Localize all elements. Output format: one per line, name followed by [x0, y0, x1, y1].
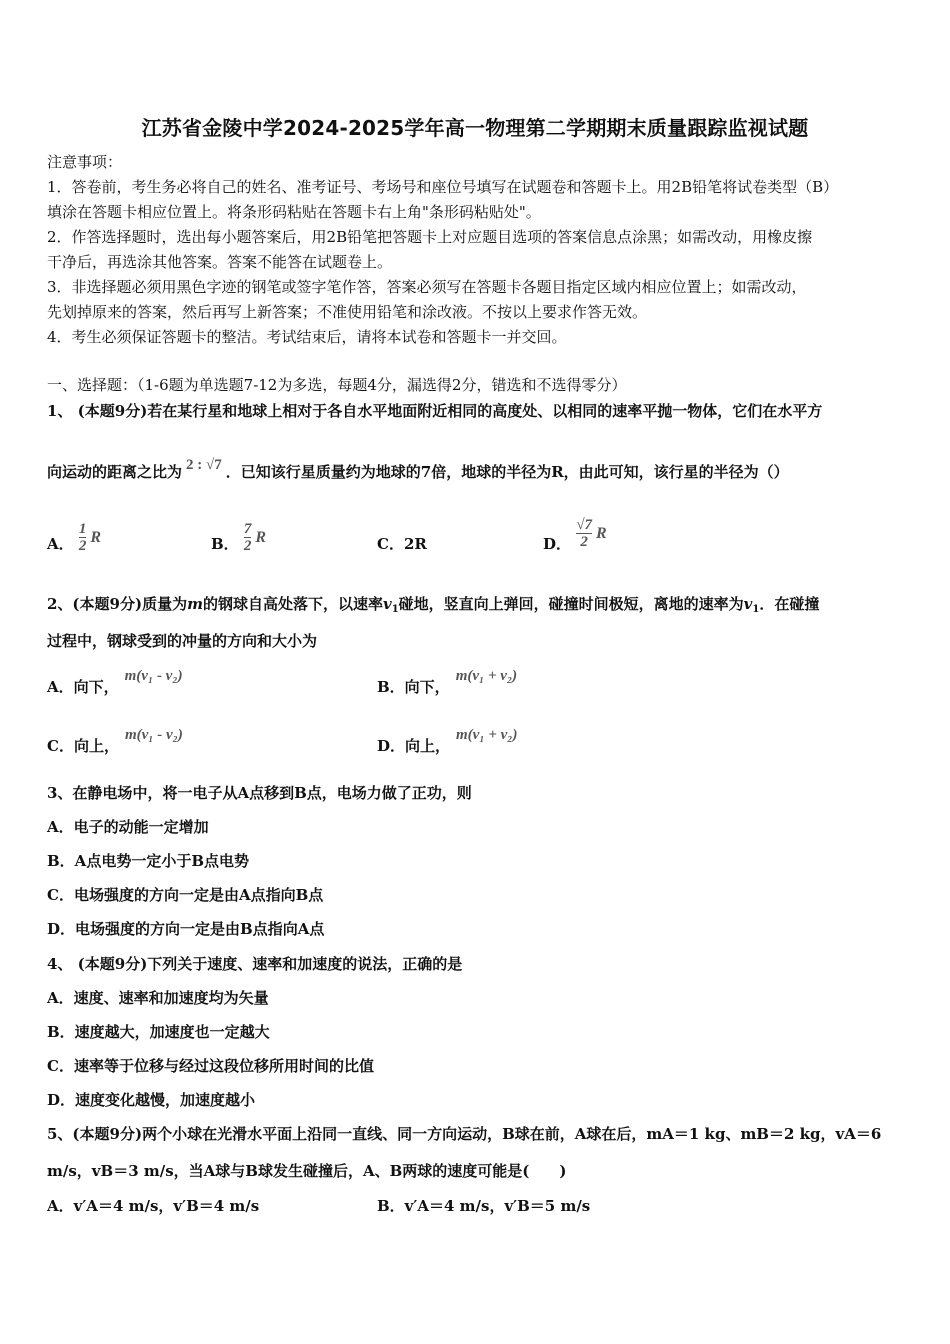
q1-stem-line2 — [47, 457, 789, 483]
q3-stem: 3、在静电场中，将一电子从A点移到B点，电场力做了正功，则 — [47, 784, 472, 802]
q4-stem: 4、 (本题9分)下列关于速度、速率和加速度的说法，正确的是 — [47, 955, 463, 973]
page-title: 江苏省金陵中学2024-2025学年高一物理第二学期期末质量跟踪监视试题 — [141, 116, 809, 140]
q3-option-c[interactable]: C．电场强度的方向一定是由A点指向B点 — [47, 886, 324, 904]
option-label: B． — [211, 535, 239, 553]
q2-option-c[interactable]: C．向上，m(v₁ - v₂) — [47, 727, 183, 755]
q3-option-d[interactable]: D．电场强度的方向一定是由B点指向A点 — [47, 920, 325, 938]
q4-option-a[interactable]: A．速度、速率和加速度均为矢量 — [47, 989, 269, 1007]
q1-option-c[interactable]: C．2R — [377, 535, 427, 553]
q4-option-b[interactable]: B．速度越大，加速度也一定越大 — [47, 1023, 270, 1041]
q2-option-b[interactable]: B．向下，m(v₁ + v₂) — [377, 668, 518, 696]
q1-ratio: 2 : √7 — [186, 457, 222, 473]
note-line: 先划掉原来的答案，然后再写上新答案；不准使用铅笔和涂改液。不按以上要求作答无效。 — [47, 303, 648, 321]
note-line: 2．作答选择题时，选出每小题答案后，用2B铅笔把答题卡上对应题目选项的答案信息点涂黑；如需改动，用橡皮擦 — [47, 228, 813, 246]
q5-stem-line2: m/s，vB＝3 m/s，当A球与B球发生碰撞后，A、B两球的速度可能是( ) — [47, 1162, 567, 1180]
note-line: 1．答卷前，考生务必将自己的姓名、准考证号、考场号和座位号填写在试题卷和答题卡上。用2B铅笔将试卷类型（B） — [47, 178, 839, 196]
q1-stem-text: 向运动的距离之比为 — [47, 463, 183, 481]
q1-option-d[interactable] — [543, 514, 607, 553]
notes-heading: 注意事项： — [47, 153, 123, 171]
q1-stem-line1: 1、 (本题9分)若在某行星和地球上相对于各自水平地面附近相同的高度处、以相同的速率平抛一物体，它们在水平方 — [47, 402, 823, 420]
section-heading: 一、选择题：（1-6题为单选题7-12为多选，每题4分，漏选得2分，错选和不选得零分） — [47, 376, 627, 394]
q5-option-a[interactable]: A．v′A＝4 m/s，v′B＝4 m/s — [47, 1197, 260, 1215]
q2-stem-line2: 过程中，钢球受到的冲量的方向和大小为 — [47, 632, 318, 650]
q5-option-b[interactable]: B．v′A＝4 m/s，v′B＝5 m/s — [377, 1197, 591, 1215]
q1-stem-text-2: ．已知该行星质量约为地球的7倍，地球的半径为R，由此可知，该行星的半径为（） — [225, 463, 789, 481]
q3-option-b[interactable]: B．A点电势一定小于B点电势 — [47, 852, 249, 870]
fraction: $\frac{√7}{2}$ R — [576, 517, 607, 550]
q2-stem-line1: 2、(本题9分)质量为m的钢球自高处落下，以速率$v_1$碰地，竖直向上弹回，碰撞时间极短，离地的速率为$v_1$．在碰撞 — [47, 595, 820, 615]
note-line: 填涂在答题卡相应位置上。将条形码粘贴在答题卡右上角"条形码粘贴处"。 — [47, 203, 541, 221]
option-label: A． — [47, 535, 74, 553]
fraction: $\frac{7}{2}$ R — [243, 521, 267, 554]
note-line: 3．非选择题必须用黑色字迹的钢笔或签字笔作答，答案必须写在答题卡各题目指定区域内相应位置上；如需改动， — [47, 278, 807, 296]
fraction: $\frac{1}{2}$ R — [78, 521, 102, 554]
q2-option-d[interactable]: D．向上，m(v₁ + v₂) — [377, 727, 518, 755]
note-line: 干净后，再选涂其他答案。答案不能答在试题卷上。 — [47, 253, 393, 271]
option-label: D． — [543, 535, 572, 553]
q4-option-c[interactable]: C．速率等于位移与经过这段位移所用时间的比值 — [47, 1057, 374, 1075]
note-line: 4．考生必须保证答题卡的整洁。考试结束后，请将本试卷和答题卡一并交回。 — [47, 328, 567, 346]
q1-option-b[interactable] — [211, 518, 266, 554]
q3-option-a[interactable]: A．电子的动能一定增加 — [47, 818, 209, 836]
q2-option-a[interactable]: A．向下，m(v₁ - v₂) — [47, 668, 183, 696]
q4-option-d[interactable]: D．速度变化越慢，加速度越小 — [47, 1091, 256, 1109]
q1-option-a[interactable] — [47, 518, 101, 554]
q5-stem-line1: 5、(本题9分)两个小球在光滑水平面上沿同一直线、同一方向运动，B球在前，A球在后，mA＝1 kg、mB＝2 kg，vA＝6 — [47, 1125, 882, 1143]
